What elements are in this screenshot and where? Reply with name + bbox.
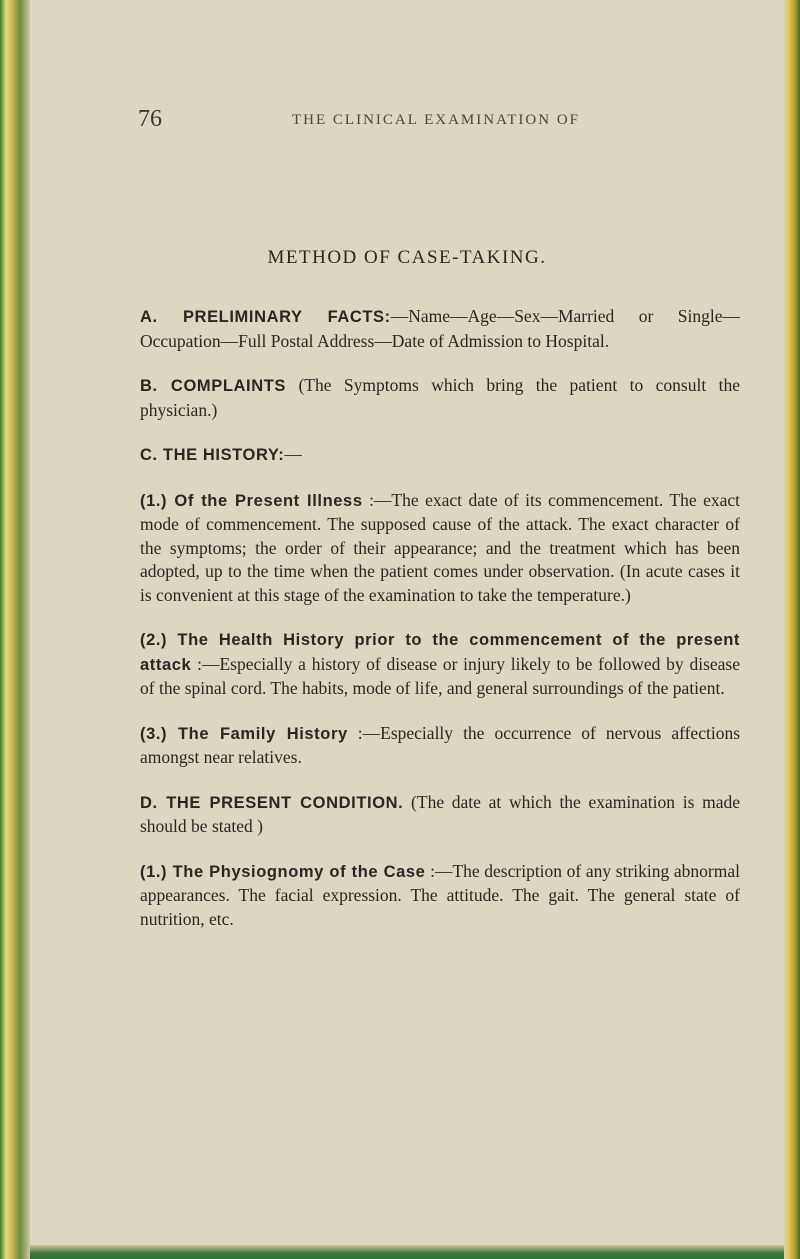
running-head: THE CLINICAL EXAMINATION OF [292, 112, 581, 128]
section-b-text: (The Symptoms which bring the patient to consult the physician.) [140, 375, 740, 420]
section-c-text: — [284, 444, 302, 464]
section-d-item-1-text: :—The description of any striking abnormal appearances. The facial expression. The attitude. The gait. The general state of nutrition, etc. [140, 860, 740, 929]
section-a-heading: A. PRELIMINARY FACTS: [140, 308, 391, 326]
section-c-item-2-text: :—Especially a history of disease or injury likely to be followed by disease of the spinal cord. The habits, mode of life, and general surroundings of the patient. [140, 653, 740, 698]
section-a-text: —Name—Age—Sex—Married or Single—Occupation—Full Postal Address—Date of Admission to Hospital. [140, 306, 740, 351]
section-c-item-3 [140, 722, 740, 770]
section-c-item-1-text: :—The exact date of its commencement. The exact mode of commencement. The supposed cause of the attack. The exact character of the symptoms; the order of their appearance; and the treatment which has been adopted, up to the time when the patient comes under observation. (In acute cases it is convenient at this stage of the examination to take the temperature.) [140, 489, 740, 605]
section-b [140, 374, 740, 422]
page-header [30, 106, 784, 136]
section-d [140, 791, 740, 839]
page-number: 76 [138, 106, 162, 132]
section-c-heading: C. THE HISTORY: [140, 446, 285, 464]
section-c-item-3-heading: (3.) The Family History [140, 724, 348, 743]
book-page [30, 0, 784, 1245]
section-c-item-1 [140, 489, 740, 608]
page-edge-left [0, 0, 30, 1259]
section-d-item-1-heading: (1.) The Physiognomy of the Case [140, 862, 426, 881]
section-a [140, 305, 740, 353]
page-body [140, 305, 740, 952]
section-c-item-1-heading: (1.) Of the Present Illness [140, 491, 363, 510]
section-c-item-2 [140, 628, 740, 701]
page-edge-right [784, 0, 800, 1259]
section-b-heading: B. COMPLAINTS [140, 377, 287, 395]
section-d-item-1 [140, 860, 740, 932]
section-c-item-3-text: :—Especially the occurrence of nervous affections amongst near relatives. [140, 722, 740, 767]
section-c-item-2-heading: (2.) The Health History prior to the commencement of the present attack [140, 631, 740, 674]
section-c [140, 443, 740, 468]
page-edge-bottom [30, 1245, 784, 1259]
chapter-title: METHOD OF CASE-TAKING. [267, 247, 547, 268]
section-d-text: (The date at which the examination is made should be stated ) [140, 791, 740, 836]
section-d-heading: D. THE PRESENT CONDITION. [140, 793, 404, 812]
